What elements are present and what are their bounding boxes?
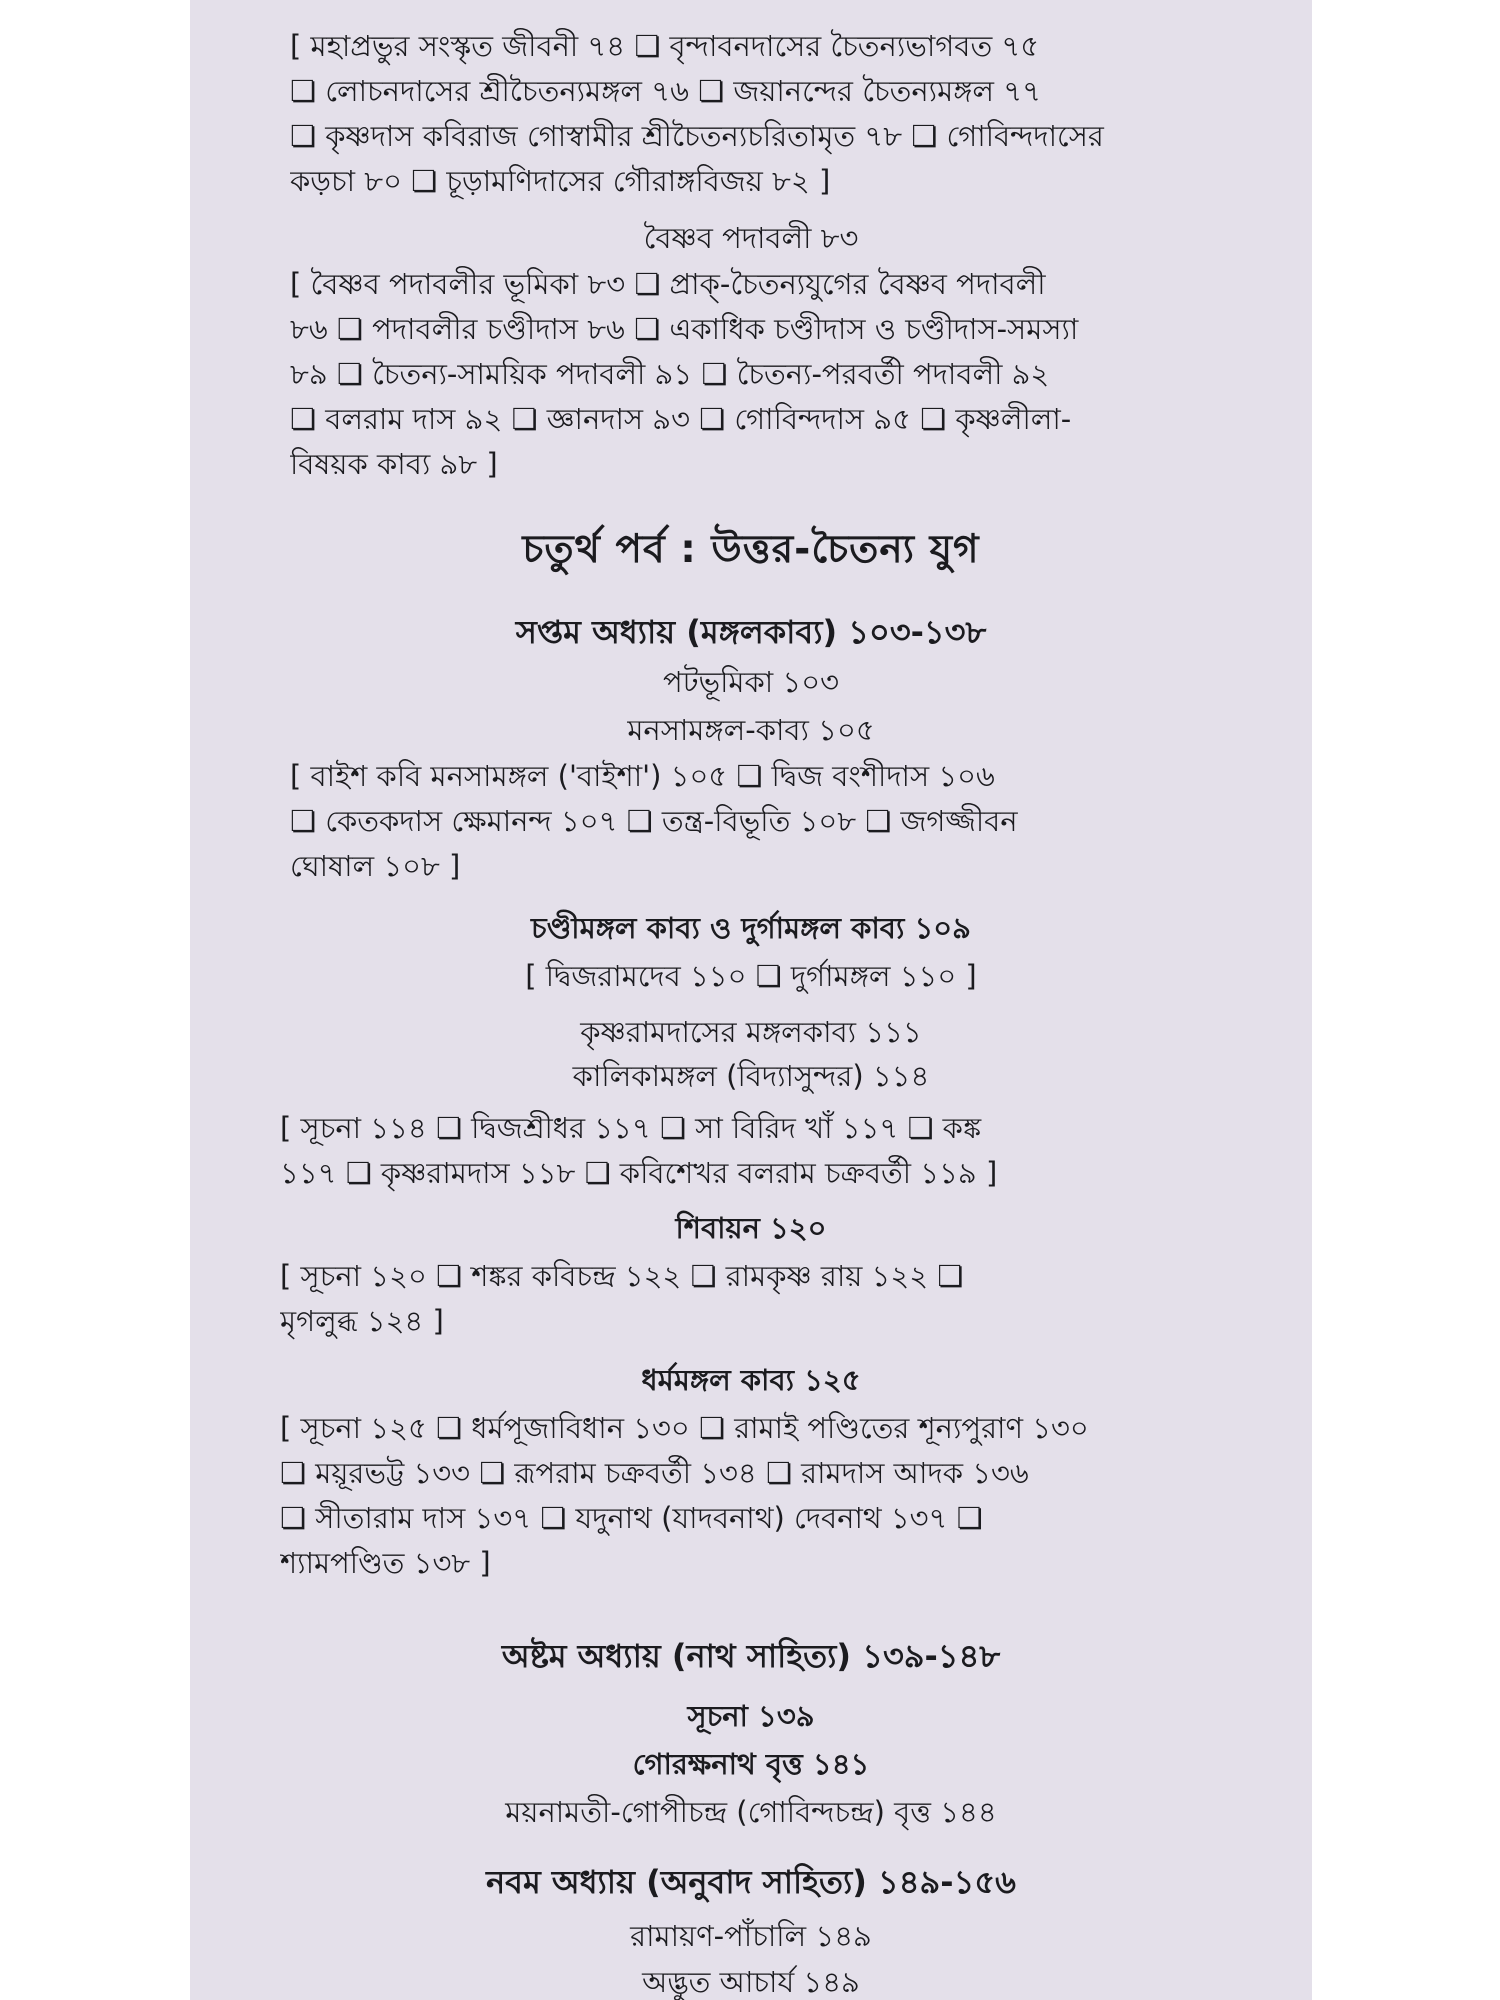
book-page <box>190 0 1312 2000</box>
toc-line: ৮৯ ❏ চৈতন্য-সাময়িক পদাবলী ৯১ ❏ চৈতন্য-পরবর্তী পদাবলী ৯২ <box>290 357 1050 391</box>
chaitanya-biography-entries <box>290 24 1300 204</box>
section-manasamangal: মনসামঙ্গল-কাব্য ১০৫ <box>627 713 875 747</box>
toc-line: [ সূচনা ১১৪ ❏ দ্বিজশ্রীধর ১১৭ ❏ সা বিরিদ খাঁ ১১৭ ❏ কঙ্ক <box>280 1111 982 1145</box>
toc-line: ❏ কৃষ্ণদাস কবিরাজ গোস্বামীর শ্রীচৈতন্যচরিতামৃত ৭৮ ❏ গোবিন্দদাসের <box>290 119 1104 153</box>
shivayan-entries <box>280 1254 1310 1344</box>
section-krishnaram: কৃষ্ণরামদাসের মঙ্গলকাব্য ১১১ <box>580 1015 922 1049</box>
section-gorakshanath: গোরক্ষনাথ বৃত্ত ১৪১ <box>632 1747 870 1781</box>
toc-line: [ সূচনা ১২০ ❏ শঙ্কর কবিচন্দ্র ১২২ ❏ রামকৃষ্ণ রায় ১২২ ❏ <box>280 1259 964 1293</box>
manasamangal-entries <box>290 754 1300 889</box>
section-intro-eight: সূচনা ১৩৯ <box>687 1699 815 1733</box>
toc-line: ❏ সীতারাম দাস ১৩৭ ❏ যদুনাথ (যাদবনাথ) দেবনাথ ১৩৭ ❏ <box>280 1501 983 1535</box>
section-maynamati: ময়নামতী-গোপীচন্দ্র (গোবিন্দচন্দ্র) বৃত্ত ১৪৪ <box>505 1795 997 1829</box>
section-vaishnav-padavali: বৈষ্ণব পদাবলী ৮৩ <box>643 221 859 255</box>
toc-line: [ বাইশ কবি মনসামঙ্গল ('বাইশা') ১০৫ ❏ দ্বিজ বংশীদাস ১০৬ <box>290 759 995 793</box>
toc-line: কড়চা ৮০ ❏ চূড়ামণিদাসের গৌরাঙ্গবিজয় ৮২ ] <box>290 164 831 198</box>
toc-line: বিষয়ক কাব্য ৯৮ ] <box>290 447 498 481</box>
section-adbhut-acharya: অদ্ভুত আচার্য ১৪৯ <box>642 1965 860 1999</box>
vaishnav-padavali-entries <box>290 262 1300 487</box>
kalikamangal-entries <box>280 1106 1310 1196</box>
toc-line: [ সূচনা ১২৫ ❏ ধর্মপূজাবিধান ১৩০ ❏ রামাই পণ্ডিতের শূন্যপুরাণ ১৩০ <box>280 1411 1089 1445</box>
chapter-eight-title: অষ্টম অধ্যায় (নাথ সাহিত্য) ১৩৯-১৪৮ <box>501 1637 1001 1675</box>
part-four-title: চতুর্থ পর্ব : উত্তর-চৈতন্য যুগ <box>522 527 980 572</box>
section-chandimangal: চণ্ডীমঙ্গল কাব্য ও দুর্গামঙ্গল কাব্য ১০৯ <box>531 911 971 945</box>
toc-line: মৃগলুব্ধ ১২৪ ] <box>280 1304 444 1338</box>
section-ramayan: রামায়ণ-পাঁচালি ১৪৯ <box>630 1919 872 1953</box>
chandimangal-entries: [ দ্বিজরামদেব ১১০ ❏ দুর্গামঙ্গল ১১০ ] <box>525 959 977 993</box>
toc-line: ১১৭ ❏ কৃষ্ণরামদাস ১১৮ ❏ কবিশেখর বলরাম চক্রবর্তী ১১৯ ] <box>280 1156 998 1190</box>
section-kalikamangal: কালিকামঙ্গল (বিদ্যাসুন্দর) ১১৪ <box>572 1059 930 1093</box>
section-dharmamangal: ধর্মমঙ্গল কাব্য ১২৫ <box>641 1363 861 1397</box>
toc-line: ঘোষাল ১০৮ ] <box>290 849 461 883</box>
toc-line: ❏ বলরাম দাস ৯২ ❏ জ্ঞানদাস ৯৩ ❏ গোবিন্দদাস ৯৫ ❏ কৃষ্ণলীলা- <box>290 402 1072 436</box>
toc-line: ❏ ময়ূরভট্ট ১৩৩ ❏ রূপরাম চক্রবর্তী ১৩৪ ❏ রামদাস আদক ১৩৬ <box>280 1456 1029 1490</box>
toc-line: ❏ কেতকদাস ক্ষেমানন্দ ১০৭ ❏ তন্ত্র-বিভূতি ১০৮ ❏ জগজ্জীবন <box>290 804 1018 838</box>
toc-line: [ মহাপ্রভুর সংস্কৃত জীবনী ৭৪ ❏ বৃন্দাবনদাসের চৈতন্যভাগবত ৭৫ <box>290 29 1040 63</box>
section-background: পটভূমিকা ১০৩ <box>663 665 839 699</box>
toc-line: ৮৬ ❏ পদাবলীর চণ্ডীদাস ৮৬ ❏ একাধিক চণ্ডীদাস ও চণ্ডীদাস-সমস্যা <box>290 312 1079 346</box>
chapter-nine-title: নবম অধ্যায় (অনুবাদ সাহিত্য) ১৪৯-১৫৬ <box>486 1863 1016 1901</box>
table-of-contents <box>190 0 1312 2000</box>
dharmamangal-entries <box>280 1406 1310 1586</box>
toc-line: [ বৈষ্ণব পদাবলীর ভূমিকা ৮৩ ❏ প্রাক্-চৈতন্যযুগের বৈষ্ণব পদাবলী <box>290 267 1046 301</box>
toc-line: ❏ লোচনদাসের শ্রীচৈতন্যমঙ্গল ৭৬ ❏ জয়ানন্দের চৈতন্যমঙ্গল ৭৭ <box>290 74 1041 108</box>
section-shivayan: শিবায়ন ১২০ <box>675 1211 827 1245</box>
toc-line: শ্যামপণ্ডিত ১৩৮ ] <box>280 1546 491 1580</box>
chapter-seven-title: সপ্তম অধ্যায় (মঙ্গলকাব্য) ১০৩-১৩৮ <box>515 613 987 651</box>
